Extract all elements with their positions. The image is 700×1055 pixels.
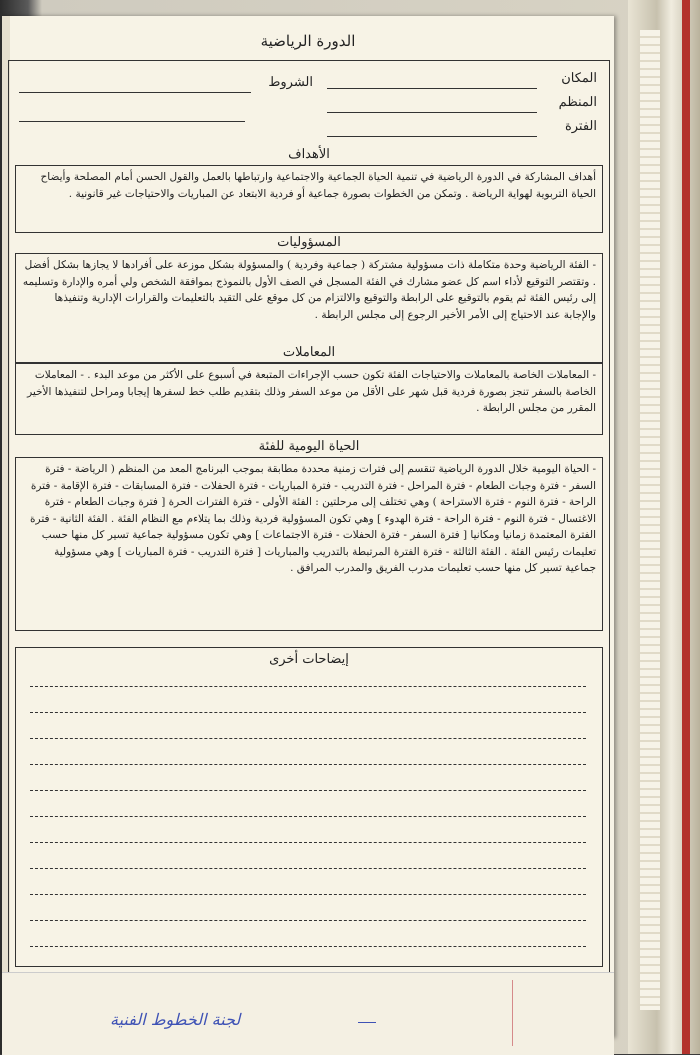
remarks-line[interactable] — [30, 686, 586, 687]
field-period — [327, 119, 597, 141]
field-conditions-label: الشروط — [268, 75, 313, 90]
section-objectives-text: أهداف المشاركة في الدورة الرياضية في تنمية الحياة الجماعية والاجتماعية وارتباطها بالعمل والقول الحسن أمام المصلحة وأيضاح الحياة التربوية لهواية الرياضة . وتمكن من الخطوات بصورة جماعية أو فردية الابتعاد عن المباريات والاحتياجات غير قانونية . — [40, 171, 596, 200]
section-objectives-box — [15, 165, 603, 233]
binder-edge — [628, 0, 700, 1054]
form-page — [2, 16, 614, 1038]
remarks-line[interactable] — [30, 738, 586, 739]
remarks-line[interactable] — [30, 894, 586, 895]
binder-red-strip — [682, 0, 690, 1054]
margin-rule — [512, 980, 513, 1046]
field-period-line[interactable] — [327, 136, 537, 137]
section-daily-life-heading: الحياة اليومية للفئة — [258, 439, 360, 454]
remarks-line[interactable] — [30, 842, 586, 843]
underlying-page — [2, 972, 614, 1055]
section-daily-life-box — [15, 457, 603, 631]
field-organizer — [327, 95, 597, 117]
section-objectives-heading: الأهداف — [288, 147, 330, 162]
remarks-line[interactable] — [30, 920, 586, 921]
section-responsibilities-text: - الفئة الرياضية وحدة متكاملة ذات مسؤولية مشتركة ( جماعية وفردية ) والمسؤولة بشكل موزعة على أفرادها لا يجازها بشكل أفضل . وتقتصر التوقيع لأداء اسم كل عضو مشارك في الفئة المسجل في الصف الأول بالنموذج بموافقة الشخص ولي أمره والإدارة وتسليمه إلى رئيس الفئة ثم يقوم بالتوقيع على الرابطة والتوقيع والالتزام من كل موقع على التقيد بالتعليمات والقرارات الإدارية وتنفيذها والإجابة عند الاحتياج إلى الأمر الأخير الرجوع إلى مجلس الرابطة . — [22, 259, 596, 321]
field-place-label: المكان — [561, 71, 597, 86]
field-period-label: الفترة — [564, 119, 597, 134]
field-organizer-line[interactable] — [327, 112, 537, 113]
field-conditions-line-2[interactable] — [19, 121, 245, 122]
handwritten-dash — [358, 1022, 376, 1023]
form-frame — [8, 60, 610, 982]
section-daily-life-text: - الحياة اليومية خلال الدورة الرياضية تنقسم إلى فترات زمنية محددة مطابقة بموجب البرنامج المعد من المنظم ( الرياضة - فترة السفر - فترة وجبات الطعام - فترة المراحل - فترة التدريب - فترة المباريات - فترة الحفلات - فترة المسابقات - فترة الإقامة - فترة الراحة - فترة النوم - فترة الاستراحة ) وهي تختلف إلى مرحلتين : الفئة الأولى - فترة الفترات الحرة [ فترة وجبات الطعام - فترة الاغتسال - فترة النوم - فترة الراحة - فترة الهدوء ] وهي تكون المسؤولية فردية وذلك بما يتلاءم مع النظام الفئة . الفئة الثانية - فترة الفترة المعتمدة زمانيا ومكانيا [ فترة السفر - فترة الحفلات - فترة الاجتماعات ] وهي تكون مسؤولية جماعية تسير كل منها حسب تعليمات رئيس الفئة . الفئة الثالثة - فترة الفترة المرتبطة بالتدريب والمباريات [ فترة التدريب - فترة المباريات ] وهي مسؤولية جماعية تسير كل منها حسب تعليمات مدرب الفريق والمدرب المرافق . — [30, 463, 596, 574]
section-remarks-heading: إيضاحات أخرى — [269, 652, 349, 667]
section-transactions-box — [15, 363, 603, 435]
field-place-line[interactable] — [327, 88, 537, 89]
field-conditions-line[interactable] — [19, 92, 251, 93]
field-organizer-label: المنظم — [558, 95, 597, 110]
section-responsibilities-heading: المسؤوليات — [277, 235, 341, 250]
remarks-line[interactable] — [30, 790, 586, 791]
page-stack-edges — [640, 30, 660, 1010]
remarks-line[interactable] — [30, 712, 586, 713]
remarks-line[interactable] — [30, 816, 586, 817]
field-place — [327, 71, 597, 93]
section-remarks-box — [15, 647, 603, 967]
handwritten-note: لجنة الخطوط الفنية — [110, 1010, 241, 1029]
section-transactions-heading: المعاملات — [282, 345, 336, 360]
section-transactions-text: - المعاملات الخاصة بالمعاملات والاحتياجات الفئة تكون حسب الإجراءات المتبعة في أسبوع على الأكثر من موعد البدء . - المعاملات الخاصة بالسفر تنجز بصورة فردية قبل شهر على الأقل من موعد السفر وذلك بتقديم طلب خط لسفرها إيجابا ومراحل لتنفيذها الأخير المقرر من مجلس الرابطة . — [27, 369, 596, 414]
form-title: الدورة الرياضية — [260, 32, 356, 50]
remarks-line[interactable] — [30, 868, 586, 869]
remarks-line[interactable] — [30, 946, 586, 947]
field-conditions — [19, 75, 313, 97]
remarks-line[interactable] — [30, 764, 586, 765]
